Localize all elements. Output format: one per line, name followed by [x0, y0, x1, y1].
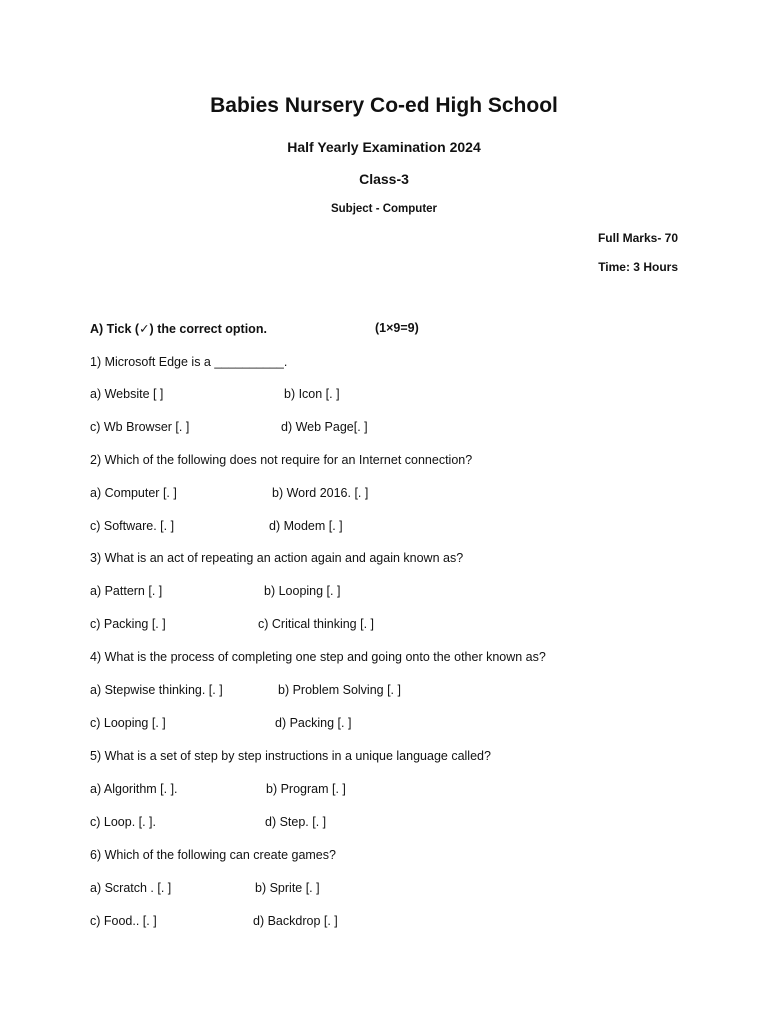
- q5-option-d: d) Step. [. ]: [265, 815, 327, 829]
- q3-option-a: a) Pattern [. ]: [90, 584, 163, 598]
- q4-option-a: a) Stepwise thinking. [. ]: [90, 683, 223, 697]
- q6-option-c: c) Food.. [. ]: [90, 914, 157, 928]
- q2-option-c: c) Software. [. ]: [90, 519, 175, 533]
- section-a-marks: (1×9=9): [375, 321, 419, 335]
- q1-option-a: a) Website [ ]: [90, 387, 164, 401]
- section-a-instruction: A) Tick (✓) the correct option.: [90, 322, 267, 336]
- q2-option-d: d) Modem [. ]: [269, 519, 343, 533]
- q1-option-c: c) Wb Browser [. ]: [90, 420, 190, 434]
- q5-option-a: a) Algorithm [. ].: [90, 782, 178, 796]
- exam-title: Half Yearly Examination 2024: [287, 139, 481, 155]
- q2-option-a: a) Computer [. ]: [90, 486, 177, 500]
- q4-option-d: d) Packing [. ]: [275, 716, 352, 730]
- question-2: 2) Which of the following does not require for an Internet connection?: [90, 453, 473, 467]
- q2-option-b: b) Word 2016. [. ]: [272, 486, 369, 500]
- full-marks: Full Marks- 70: [597, 231, 678, 245]
- q6-option-b: b) Sprite [. ]: [255, 881, 320, 895]
- q4-option-c: c) Looping [. ]: [90, 716, 166, 730]
- exam-time: Time: 3 Hours: [598, 260, 678, 274]
- q6-option-d: d) Backdrop [. ]: [253, 914, 338, 928]
- q5-option-c: c) Loop. [. ].: [90, 815, 157, 829]
- q3-option-c: c) Packing [. ]: [90, 617, 166, 631]
- q4-option-b: b) Problem Solving [. ]: [278, 683, 401, 697]
- q1-option-b: b) Icon [. ]: [284, 387, 340, 401]
- q3-option-b: b) Looping [. ]: [264, 584, 341, 598]
- question-1: 1) Microsoft Edge is a __________.: [90, 355, 288, 369]
- question-3: 3) What is an act of repeating an action again and again known as?: [90, 551, 464, 565]
- q3-option-d: c) Critical thinking [. ]: [258, 617, 375, 631]
- question-4: 4) What is the process of completing one step and going onto the other known as?: [90, 650, 546, 664]
- q5-option-b: b) Program [. ]: [266, 782, 346, 796]
- subject-line: Subject - Computer: [330, 203, 438, 215]
- question-6: 6) Which of the following can create games?: [90, 848, 336, 862]
- q1-option-d: d) Web Page[. ]: [281, 420, 368, 434]
- school-name: Babies Nursery Co-ed High School: [210, 94, 558, 117]
- question-5: 5) What is a set of step by step instructions in a unique language called?: [90, 749, 491, 763]
- class-title: Class-3: [359, 171, 409, 187]
- q6-option-a: a) Scratch . [. ]: [90, 881, 172, 895]
